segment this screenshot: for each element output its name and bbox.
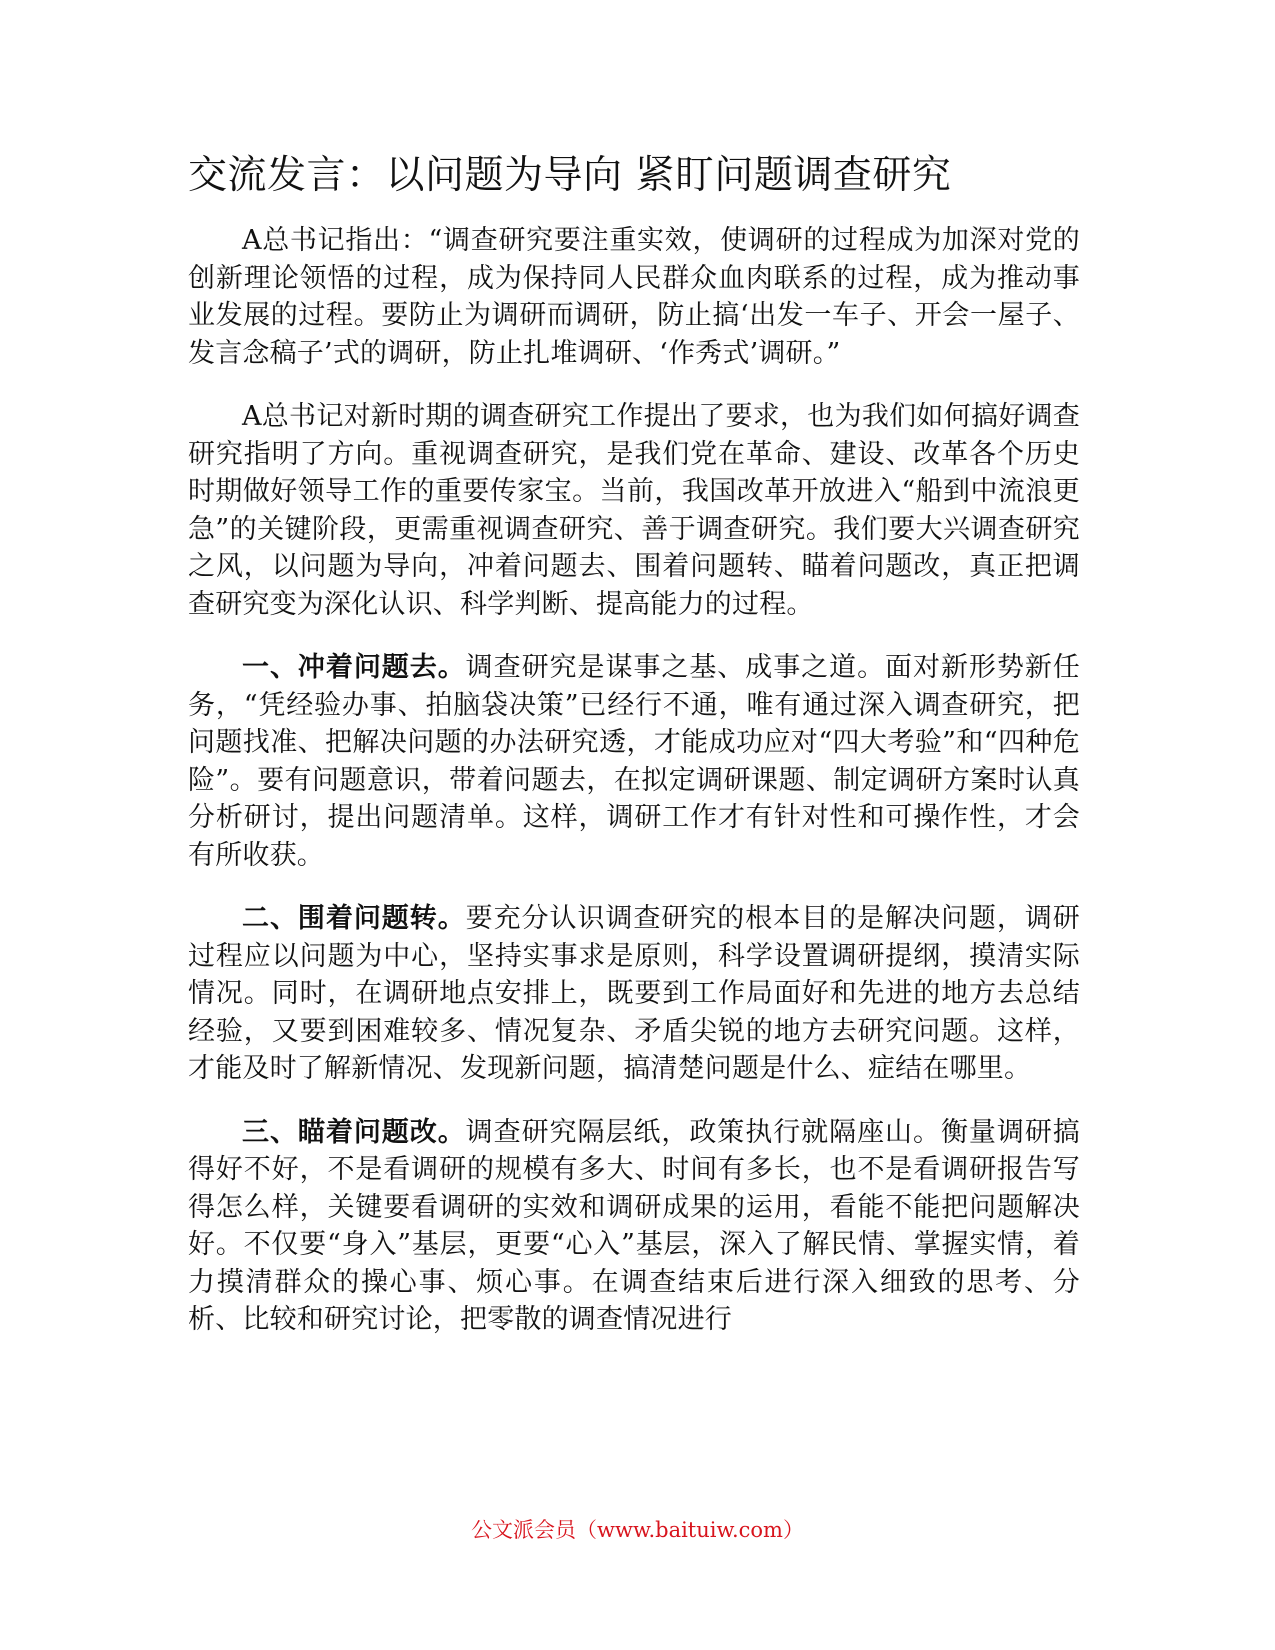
footer-watermark-link[interactable]: 公文派会员（www.baituiw.com） [471, 1518, 804, 1542]
paragraph-1 [188, 222, 1080, 372]
paragraph-3-heading: 一、冲着问题去。 [242, 652, 466, 683]
paragraph-4-text: 要充分认识调查研究的根本目的是解决问题，调研过程应以问题为中心，坚持实事求是原则，科学设置调研提纲，摸清实际情况。同时，在调研地点安排上，既要到工作局面好和先进的地方去总结经验，又要到困难较多、情况复杂、矛盾尖锐的地方去研究问题。这样，才能及时了解新情况、发现新问题，搞清楚问题是什么、症结在哪里。 [188, 903, 1080, 1084]
paragraph-4-heading: 二、围着问题转。 [242, 903, 466, 934]
paragraph-5-heading: 三、瞄着问题改。 [242, 1116, 466, 1148]
paragraph-3-text: 调查研究是谋事之基、成事之道。面对新形势新任务，“凭经验办事、拍脑袋决策”已经行不通，唯有通过深入调查研究，把问题找准、把解决问题的办法研究透，才能成功应对“四大考验”和“四种危险”。要有问题意识，带着问题去，在拟定调研课题、制定调研方案时认真分析研讨，提出问题清单。这样，调研工作才有针对性和可操作性，才会有所收获。 [188, 652, 1080, 871]
paragraph-2-text: A总书记对新时期的调查研究工作提出了要求，也为我们如何搞好调查研究指明了方向。重视调查研究，是我们党在革命、建设、改革各个历史时期做好领导工作的重要传家宝。当前，我国改革开放进入“船到中流浪更急”的关键阶段，更需重视调查研究、善于调查研究。我们要大兴调查研究之风，以问题为导向，冲着问题去、围着问题转、瞄着问题改，真正把调查研究变为深化认识、科学判断、提高能力的过程。 [188, 401, 1080, 620]
document-body [188, 222, 1080, 1365]
paragraph-3 [188, 649, 1080, 874]
paragraph-2 [188, 398, 1080, 623]
paragraph-5 [188, 1114, 1080, 1339]
paragraph-1-text: A总书记指出：“调查研究要注重实效，使调研的过程成为加深对党的创新理论领悟的过程，成为保持同人民群众血肉联系的过程，成为推动事业发展的过程。要防止为调研而调研，防止搞‘出发一车子、开会一屋子、发言念稿子’式的调研，防止扎堆调研、‘作秀式’调研。” [188, 225, 1080, 369]
paragraph-5-text: 调查研究隔层纸，政策执行就隔座山。衡量调研搞得好不好，不是看调研的规模有多大、时间有多长，也不是看调研报告写得怎么样，关键要看调研的实效和调研成果的运用，看能不能把问题解决好。不仅要“身入”基层，更要“心入”基层，深入了解民情、掌握实情，着力摸清群众的操心事、烦心事。在调查结束后进行深入细致的思考、分析、比较和研究讨论，把零散的调查情况进行 [188, 1116, 1080, 1335]
document-title: 交流发言：以问题为导向 紧盯问题调查研究 [188, 153, 952, 198]
paragraph-4 [188, 900, 1080, 1088]
